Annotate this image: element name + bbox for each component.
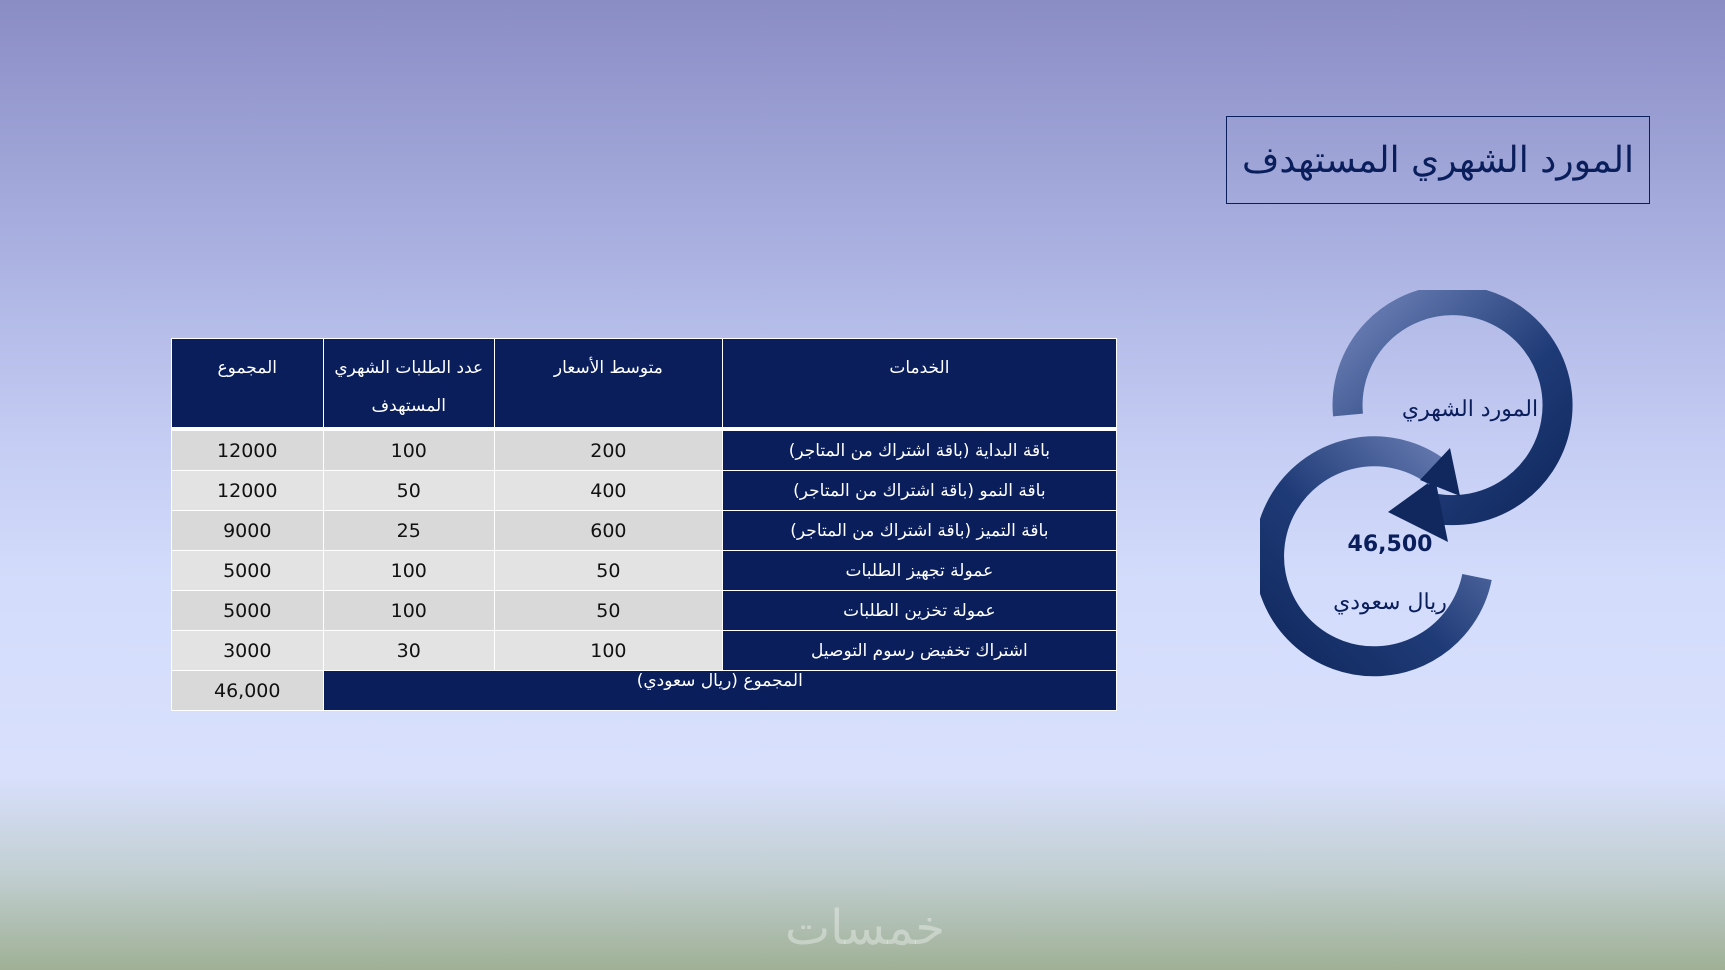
table-header-row [172,339,1117,430]
row-total: 9000 [172,511,324,551]
table-total-row [172,671,1117,711]
total-value: 46,000 [172,671,324,711]
row-service: عمولة تخزين الطلبات [722,591,1116,631]
row-orders: 100 [323,551,495,591]
table-row [172,471,1117,511]
header-avg-price: متوسط الأسعار [495,339,723,430]
row-service: باقة البداية (باقة اشتراك من المتاجر) [722,429,1116,471]
cycle-unit: ريال سعودي [1333,590,1447,615]
row-avg-price: 50 [495,551,723,591]
row-orders: 25 [323,511,495,551]
table-row [172,551,1117,591]
watermark-logo: خمسات [784,900,946,956]
cycle-diagram [1260,290,1600,710]
row-orders: 50 [323,471,495,511]
row-total: 12000 [172,429,324,471]
row-orders: 100 [323,429,495,471]
table-row [172,631,1117,671]
page-title: المورد الشهري المستهدف [1226,116,1650,204]
row-total: 5000 [172,591,324,631]
row-service: اشتراك تخفيض رسوم التوصيل [722,631,1116,671]
cycle-label: المورد الشهري [1401,397,1539,422]
row-service: باقة النمو (باقة اشتراك من المتاجر) [722,471,1116,511]
header-total: المجموع [172,339,324,430]
header-monthly-orders [323,339,495,430]
row-total: 5000 [172,551,324,591]
header-monthly-orders-label: عدد الطلبات الشهري المستهدف [334,358,484,416]
table-row [172,429,1117,471]
total-label: المجموع (ريال سعودي) [323,671,1117,711]
table-row [172,511,1117,551]
row-avg-price: 400 [495,471,723,511]
header-services: الخدمات [722,339,1116,430]
row-avg-price: 100 [495,631,723,671]
cycle-value: 46,500 [1347,532,1433,557]
row-orders: 100 [323,591,495,631]
row-total: 3000 [172,631,324,671]
row-avg-price: 200 [495,429,723,471]
row-avg-price: 50 [495,591,723,631]
row-service: عمولة تجهيز الطلبات [722,551,1116,591]
row-service: باقة التميز (باقة اشتراك من المتاجر) [722,511,1116,551]
revenue-table [171,338,1117,711]
table-row [172,591,1117,631]
row-orders: 30 [323,631,495,671]
row-total: 12000 [172,471,324,511]
row-avg-price: 600 [495,511,723,551]
